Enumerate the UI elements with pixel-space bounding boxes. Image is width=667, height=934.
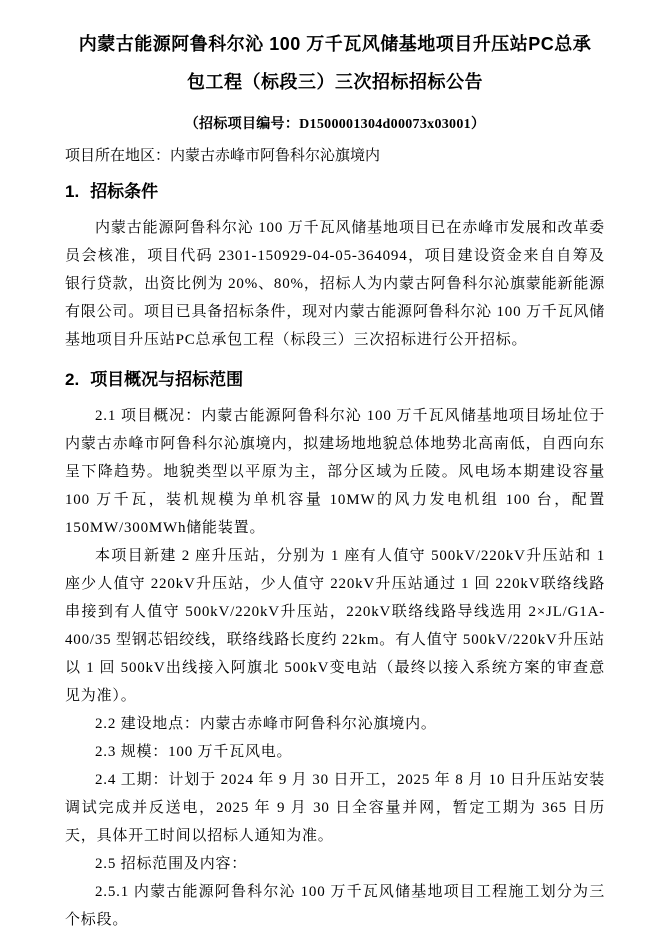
body-paragraph: 2.2 建设地点：内蒙古赤峰市阿鲁科尔沁旗境内。 [95, 716, 437, 732]
body-paragraph: 2.3 规模：100 万千瓦风电。 [95, 744, 293, 760]
body-paragraph: 内蒙古能源阿鲁科尔沁 100 万千瓦风储基地项目已在赤峰市发展和改革委员会核准，项目代码 2301-150929-04-05-364094，项目建设资金来自自筹及银行贷款，出资比例为 20%、80%，招标人为内蒙古阿鲁科尔沁旗蒙能新能源有限公司。项目已具备招标条件，现对内蒙古能源阿鲁科尔沁 100 万千瓦风储基地项目升压站PC总承包工程（标段三）三次招标进行公开招标。 [65, 220, 605, 348]
section-heading [65, 369, 605, 391]
project-location-line: 项目所在地区：内蒙古赤峰市阿鲁科尔沁旗境内 [65, 148, 381, 164]
section-heading [65, 181, 605, 203]
document-title [65, 25, 605, 101]
section-heading-number: 1. [65, 182, 80, 201]
body-paragraph: 2.4 工期：计划于 2024 年 9 月 30 日开工，2025 年 8 月 10 日升压站安装调试完成并反送电，2025 年 9 月 30 日全容量并网，暂定工期为 365 日历天，具体开工时间以招标人通知为准。 [65, 772, 605, 844]
document-title-line-1: 内蒙古能源阿鲁科尔沁 100 万千瓦风储基地项目升压站PC总承 [78, 34, 592, 54]
sections-container [65, 181, 605, 934]
section-heading-text: 项目概况与招标范围 [90, 370, 244, 389]
section-heading-number: 2. [65, 370, 80, 389]
body-paragraph: 2.5 招标范围及内容： [95, 856, 248, 872]
body-paragraph: 本项目新建 2 座升压站，分别为 1 座有人值守 500kV/220kV升压站和 1 座少人值守 220kV升压站，少人值守 220kV升压站通过 1 回 220kV联络线路串接到有人值守 500kV/220kV升压站，220kV联络线路导线选用 2×JL/G1A-400/35 型钢芯铝绞线，联络线路长度约 22km。有人值守 500kV/220kV升压站以 1 回 500kV出线接入阿旗北 500kV变电站（最终以接入系统方案的审查意见为准）。 [65, 548, 605, 704]
document-title-line-2: 包工程（标段三）三次招标招标公告 [187, 72, 483, 92]
section-heading-text: 招标条件 [90, 182, 159, 201]
body-paragraph: 2.1 项目概况：内蒙古能源阿鲁科尔沁 100 万千瓦风储基地项目场址位于内蒙古赤峰市阿鲁科尔沁旗境内，拟建场地地貌总体地势北高南低，自西向东呈下降趋势。地貌类型以平原为主，部分区域为丘陵。风电场本期建设容量 100 万千瓦，装机规模为单机容量 10MW的风力发电机组 100 台，配置 150MW/300MWh储能装置。 [65, 408, 605, 536]
body-paragraph: 2.5.1 内蒙古能源阿鲁科尔沁 100 万千瓦风储基地项目工程施工划分为三个标段。 [65, 884, 605, 928]
tender-project-number: （招标项目编号：D1500001304d00073x03001） [184, 117, 486, 132]
